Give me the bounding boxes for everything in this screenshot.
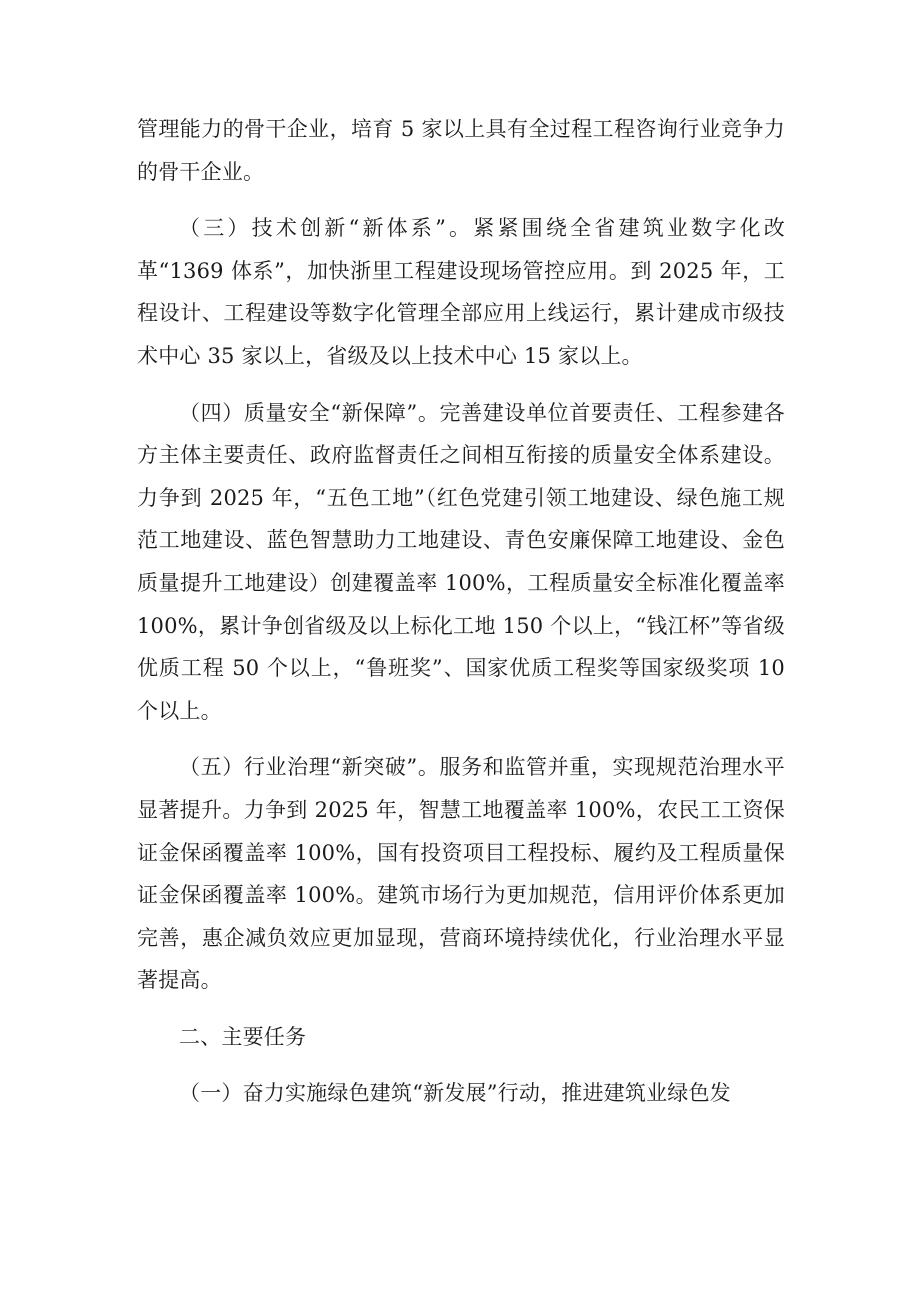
paragraph-industry-governance: （五）行业治理“新突破”。服务和监管并重，实现规范治理水平显著提升。力争到 2025 年，智慧工地覆盖率 100%，农民工工资保证金保函覆盖率 100%，国有投资项目工程投标、履约及工程质量保证金保函覆盖率 100%。建筑市场行为更加规范，信用评价体系更加完善，惠企减负效应更加显现，营商环境持续优化，行业治理水平显著提高。 bbox=[137, 755, 785, 993]
paragraph-quality-safety: （四）质量安全“新保障”。完善建设单位首要责任、工程参建各方主体主要责任、政府监督责任之间相互衔接的质量安全体系建设。力争到 2025 年，“五色工地”（红色党建引领工地建设、绿色施工规范工地建设、蓝色智慧助力工地建设、青色安廉保障工地建设、金色质量提升工地建设）创建覆盖率 100%，工程质量安全标准化覆盖率 100%，累计争创省级及以上标化工地 150 个以上，“钱江杯”等省级优质工程 50 个以上，“鲁班奖”、国家优质工程奖等国家级奖项 10 个以上。 bbox=[137, 400, 785, 723]
section-heading-main-tasks: 二、主要任务 bbox=[179, 1024, 307, 1049]
paragraph-continuation: 管理能力的骨干企业，培育 5 家以上具有全过程工程咨询行业竞争力的骨干企业。 bbox=[137, 117, 785, 184]
document-body bbox=[137, 108, 785, 1129]
paragraph-technology-innovation: （三）技术创新“新体系”。紧紧围绕全省建筑业数字化改革“1369 体系”，加快浙里工程建设现场管控应用。到 2025 年，工程设计、工程建设等数字化管理全部应用上线运行，累计建成市级技术中心 35 家以上，省级及以上技术中心 15 家以上。 bbox=[137, 216, 785, 368]
paragraph-green-building: （一）奋力实施绿色建筑“新发展”行动，推进建筑业绿色发 bbox=[179, 1081, 731, 1106]
